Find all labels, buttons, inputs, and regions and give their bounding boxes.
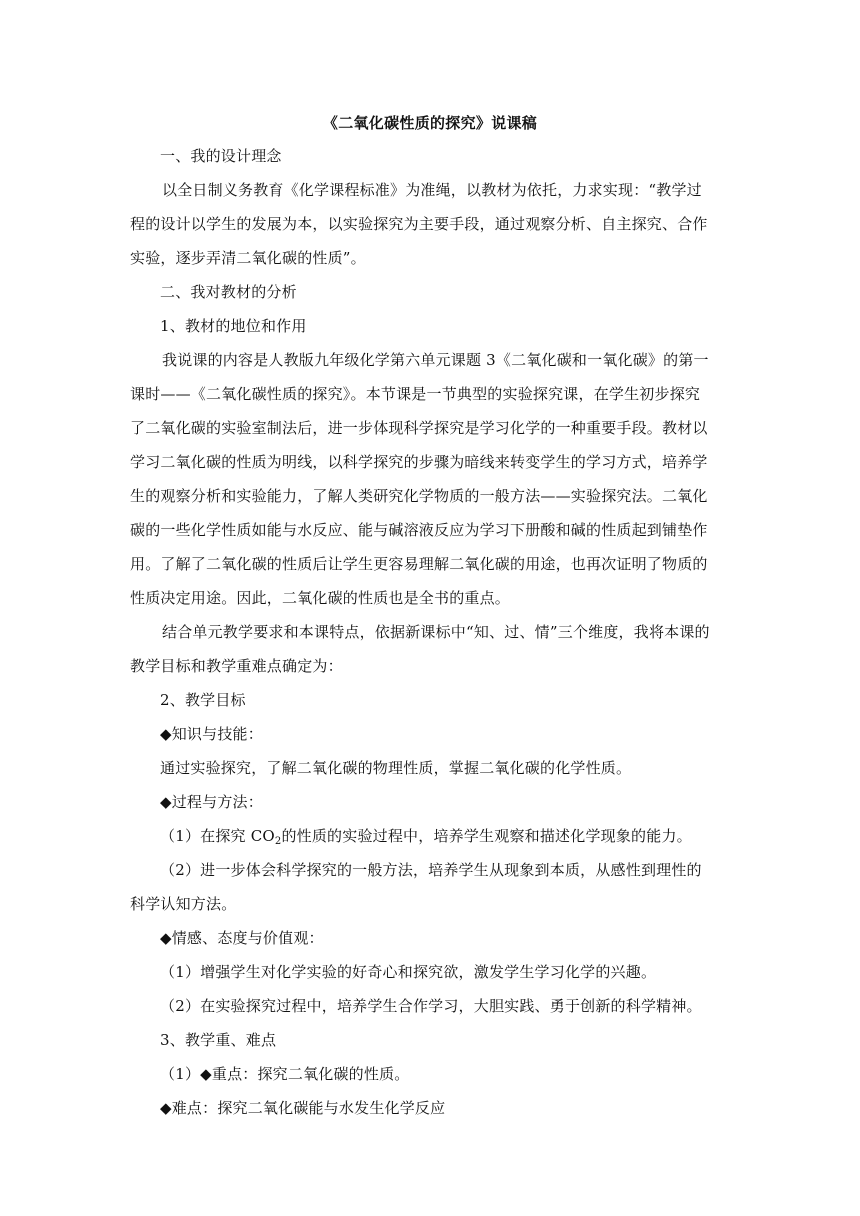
document-title: 《二氧化碳性质的探究》说课稿 (322, 114, 538, 132)
paragraph-line-co2 (160, 826, 760, 852)
paragraph-line: 课时——《二氧化碳性质的探究》。本节课是一节典型的实验探究课，在学生初步探究 (130, 385, 701, 403)
paragraph-line: （1）◆重点：探究二氧化碳的性质。 (160, 1065, 410, 1083)
paragraph-line: 生的观察分析和实验能力，了解人类研究化学物质的一般方法——实验探究法。二氧化 (130, 487, 708, 505)
subsection-heading-1: 1、教材的地位和作用 (160, 317, 307, 335)
paragraph-line: 学习二氧化碳的性质为明线，以科学探究的步骤为暗线来转变学生的学习方式，培养学 (130, 453, 708, 471)
paragraph-line: 碳的一些化学性质如能与水反应、能与碱溶液反应为学习下册酸和碱的性质起到铺垫作 (130, 521, 708, 539)
paragraph-line: （2）进一步体会科学探究的一般方法，培养学生从现象到本质，从感性到理性的 (160, 861, 702, 879)
paragraph-line: 性质决定用途。因此，二氧化碳的性质也是全书的重点。 (130, 589, 511, 607)
paragraph-line: 用。了解了二氧化碳的性质后让学生更容易理解二氧化碳的用途，也再次证明了物质的 (130, 555, 708, 573)
paragraph-line: ◆难点：探究二氧化碳能与水发生化学反应 (160, 1099, 446, 1117)
bullet-heading-process: ◆过程与方法： (160, 793, 263, 811)
co2-prefix: （1）在探究 CO (160, 827, 275, 845)
paragraph-line: 通过实验探究，了解二氧化碳的物理性质，掌握二氧化碳的化学性质。 (160, 759, 632, 777)
co2-subscript: 2 (274, 836, 282, 847)
subsection-heading-3: 3、教学重、难点 (160, 1031, 277, 1049)
co2-suffix: 的性质的实验过程中，培养学生观察和描述化学现象的能力。 (281, 827, 692, 845)
paragraph-line: 了二氧化碳的实验室制法后，进一步体现科学探究是学习化学的一种重要手段。教材以 (130, 419, 708, 437)
paragraph-line: 我说课的内容是人教版九年级化学第六单元课题 3《二氧化碳和一氧化碳》的第一 (162, 351, 709, 369)
paragraph-line: （2）在实验探究过程中，培养学生合作学习，大胆实践、勇于创新的科学精神。 (160, 997, 702, 1015)
bullet-heading-knowledge: ◆知识与技能： (160, 725, 263, 743)
section-heading-1: 一、我的设计理念 (160, 147, 282, 165)
paragraph-line: 以全日制义务教育《化学课程标准》为准绳，以教材为依托，力求实现：“教学过 (162, 181, 702, 199)
paragraph-line: 程的设计以学生的发展为本，以实验探究为主要手段，通过观察分析、自主探究、合作 (130, 215, 708, 233)
subsection-heading-2: 2、教学目标 (160, 691, 246, 709)
paragraph-line: 实验，逐步弄清二氧化碳的性质”。 (130, 249, 366, 267)
paragraph-line: 教学目标和教学重难点确定为： (130, 657, 343, 675)
paragraph-line: 结合单元教学要求和本课特点，依据新课标中“知、过、情”三个维度，我将本课的 (162, 623, 710, 641)
section-heading-2: 二、我对教材的分析 (160, 283, 297, 301)
paragraph-line: （1）增强学生对化学实验的好奇心和探究欲，激发学生学习化学的兴趣。 (160, 963, 657, 981)
paragraph-line: 科学认知方法。 (130, 895, 237, 913)
bullet-heading-attitude: ◆情感、态度与价值观： (160, 929, 324, 947)
